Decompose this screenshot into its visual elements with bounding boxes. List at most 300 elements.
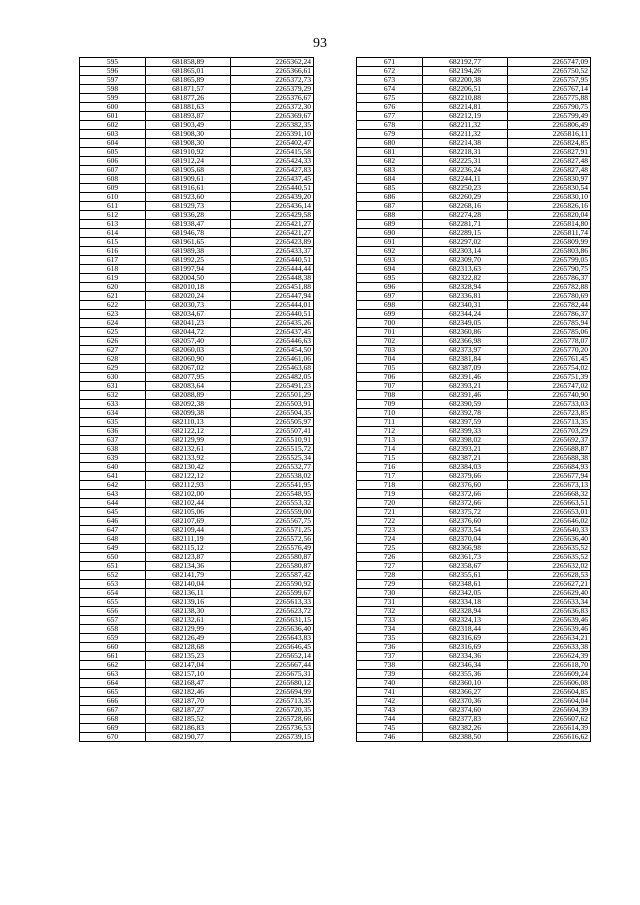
y-coordinate-cell: 2265830,10 [508,193,591,202]
y-coordinate-cell: 2265692,37 [508,436,591,445]
x-coordinate-cell: 682182,46 [146,688,231,697]
y-coordinate-cell: 2265640,33 [508,526,591,535]
table-row [80,499,314,508]
point-number-cell: 708 [357,391,423,400]
point-number-cell: 662 [80,661,146,670]
x-coordinate-cell: 682360,10 [423,679,508,688]
table-row [80,283,314,292]
y-coordinate-cell: 2265782,44 [508,301,591,310]
x-coordinate-cell: 682399,33 [423,427,508,436]
x-coordinate-cell: 682088,89 [146,391,231,400]
y-coordinate-cell: 2265688,38 [508,454,591,463]
x-coordinate-cell: 682355,61 [423,571,508,580]
y-coordinate-cell: 2265627,21 [508,580,591,589]
point-number-cell: 739 [357,670,423,679]
x-coordinate-cell: 682372,66 [423,490,508,499]
x-coordinate-cell: 682372,66 [423,499,508,508]
y-coordinate-cell: 2265811,74 [508,229,591,238]
point-number-cell: 618 [80,265,146,274]
x-coordinate-cell: 682274,28 [423,211,508,220]
x-coordinate-cell: 682316,69 [423,643,508,652]
y-coordinate-cell: 2265587,42 [231,571,314,580]
y-coordinate-cell: 2265775,88 [508,94,591,103]
table-row [80,346,314,355]
point-number-cell: 621 [80,292,146,301]
y-coordinate-cell: 2265614,39 [508,724,591,733]
point-number-cell: 622 [80,301,146,310]
point-number-cell: 602 [80,121,146,130]
x-coordinate-cell: 682111,19 [146,535,231,544]
y-coordinate-cell: 2265639,46 [508,625,591,634]
y-coordinate-cell: 2265747,09 [508,58,591,67]
table-row [357,292,591,301]
y-coordinate-cell: 2265510,91 [231,436,314,445]
y-coordinate-cell: 2265636,83 [508,607,591,616]
point-number-cell: 674 [357,85,423,94]
x-coordinate-cell: 682132,61 [146,445,231,454]
table-row [357,688,591,697]
x-coordinate-cell: 682128,68 [146,643,231,652]
x-coordinate-cell: 682374,60 [423,706,508,715]
point-number-cell: 667 [80,706,146,715]
x-coordinate-cell: 681909,61 [146,175,231,184]
table-row [357,481,591,490]
point-number-cell: 729 [357,580,423,589]
y-coordinate-cell: 2265433,37 [231,247,314,256]
x-coordinate-cell: 681912,24 [146,157,231,166]
y-coordinate-cell: 2265723,85 [508,409,591,418]
y-coordinate-cell: 2265435,26 [231,319,314,328]
y-coordinate-cell: 2265447,94 [231,292,314,301]
table-row [357,436,591,445]
point-number-cell: 615 [80,238,146,247]
x-coordinate-cell: 681936,28 [146,211,231,220]
x-coordinate-cell: 682044,72 [146,328,231,337]
y-coordinate-cell: 2265439,20 [231,193,314,202]
point-number-cell: 619 [80,274,146,283]
y-coordinate-cell: 2265424,33 [231,157,314,166]
y-coordinate-cell: 2265646,45 [231,643,314,652]
point-number-cell: 724 [357,535,423,544]
table-row [80,571,314,580]
y-coordinate-cell: 2265750,52 [508,67,591,76]
table-row [357,283,591,292]
x-coordinate-cell: 681871,57 [146,85,231,94]
table-row [80,247,314,256]
y-coordinate-cell: 2265646,02 [508,517,591,526]
x-coordinate-cell: 682214,38 [423,139,508,148]
table-row [357,166,591,175]
y-coordinate-cell: 2265604,39 [508,706,591,715]
x-coordinate-cell: 681905,68 [146,166,231,175]
x-coordinate-cell: 682250,23 [423,184,508,193]
y-coordinate-cell: 2265415,58 [231,148,314,157]
table-row [357,355,591,364]
table-row [80,103,314,112]
table-row [80,481,314,490]
y-coordinate-cell: 2265703,29 [508,427,591,436]
point-number-cell: 714 [357,445,423,454]
point-number-cell: 652 [80,571,146,580]
y-coordinate-cell: 2265814,80 [508,220,591,229]
table-row [80,733,314,742]
y-coordinate-cell: 2265567,75 [231,517,314,526]
x-coordinate-cell: 682190,77 [146,733,231,742]
y-coordinate-cell: 2265628,53 [508,571,591,580]
y-coordinate-cell: 2265525,34 [231,454,314,463]
table-row [357,76,591,85]
x-coordinate-cell: 681908,30 [146,130,231,139]
table-row [357,616,591,625]
table-row [80,472,314,481]
x-coordinate-cell: 682192,77 [423,58,508,67]
y-coordinate-cell: 2265538,02 [231,472,314,481]
x-coordinate-cell: 682387,09 [423,364,508,373]
point-number-cell: 686 [357,193,423,202]
y-coordinate-cell: 2265809,99 [508,238,591,247]
x-coordinate-cell: 682112,93 [146,481,231,490]
table-row [80,553,314,562]
point-number-cell: 656 [80,607,146,616]
x-coordinate-cell: 682316,69 [423,634,508,643]
table-row [357,229,591,238]
table-row [357,589,591,598]
y-coordinate-cell: 2265461,06 [231,355,314,364]
table-row [357,364,591,373]
y-coordinate-cell: 2265553,32 [231,499,314,508]
y-coordinate-cell: 2265440,51 [231,310,314,319]
y-coordinate-cell: 2265684,93 [508,463,591,472]
table-row [357,445,591,454]
table-row [357,580,591,589]
x-coordinate-cell: 682358,67 [423,562,508,571]
x-coordinate-cell: 682102,44 [146,499,231,508]
y-coordinate-cell: 2265667,44 [231,661,314,670]
x-coordinate-cell: 682366,98 [423,337,508,346]
y-coordinate-cell: 2265599,67 [231,589,314,598]
point-number-cell: 721 [357,508,423,517]
point-number-cell: 661 [80,652,146,661]
y-coordinate-cell: 2265694,99 [231,688,314,697]
y-coordinate-cell: 2265675,31 [231,670,314,679]
table-row [357,373,591,382]
x-coordinate-cell: 682355,36 [423,670,508,679]
y-coordinate-cell: 2265504,35 [231,409,314,418]
point-number-cell: 623 [80,310,146,319]
point-number-cell: 679 [357,130,423,139]
y-coordinate-cell: 2265728,66 [231,715,314,724]
y-coordinate-cell: 2265382,35 [231,121,314,130]
x-coordinate-cell: 682334,36 [423,652,508,661]
y-coordinate-cell: 2265501,29 [231,391,314,400]
point-number-cell: 613 [80,220,146,229]
x-coordinate-cell: 682140,04 [146,580,231,589]
y-coordinate-cell: 2265362,24 [231,58,314,67]
y-coordinate-cell: 2265761,45 [508,355,591,364]
point-number-cell: 665 [80,688,146,697]
y-coordinate-cell: 2265806,49 [508,121,591,130]
x-coordinate-cell: 682109,44 [146,526,231,535]
table-row [80,661,314,670]
point-number-cell: 737 [357,652,423,661]
table-row [357,706,591,715]
table-row [80,238,314,247]
x-coordinate-cell: 682010,18 [146,283,231,292]
point-number-cell: 677 [357,112,423,121]
y-coordinate-cell: 2265827,48 [508,166,591,175]
y-coordinate-cell: 2265786,37 [508,274,591,283]
table-row [80,184,314,193]
x-coordinate-cell: 682344,24 [423,310,508,319]
point-number-cell: 704 [357,355,423,364]
point-number-cell: 634 [80,409,146,418]
point-number-cell: 712 [357,427,423,436]
point-number-cell: 595 [80,58,146,67]
point-number-cell: 682 [357,157,423,166]
table-row [357,193,591,202]
y-coordinate-cell: 2265444,01 [231,301,314,310]
point-number-cell: 644 [80,499,146,508]
table-row [357,319,591,328]
x-coordinate-cell: 682384,03 [423,463,508,472]
x-coordinate-cell: 682346,34 [423,661,508,670]
table-row [80,724,314,733]
table-row [357,427,591,436]
y-coordinate-cell: 2265636,40 [508,535,591,544]
table-row [80,634,314,643]
table-row [357,94,591,103]
y-coordinate-cell: 2265720,35 [231,706,314,715]
y-coordinate-cell: 2265505,97 [231,418,314,427]
table-row [80,436,314,445]
x-coordinate-cell: 682281,71 [423,220,508,229]
point-number-cell: 597 [80,76,146,85]
y-coordinate-cell: 2265613,33 [231,598,314,607]
x-coordinate-cell: 682077,95 [146,373,231,382]
table-row [357,652,591,661]
table-row [357,715,591,724]
point-number-cell: 663 [80,670,146,679]
y-coordinate-cell: 2265482,05 [231,373,314,382]
y-coordinate-cell: 2265436,14 [231,202,314,211]
table-row [80,229,314,238]
point-number-cell: 710 [357,409,423,418]
point-number-cell: 642 [80,481,146,490]
table-row [357,256,591,265]
x-coordinate-cell: 682200,38 [423,76,508,85]
y-coordinate-cell: 2265444,44 [231,265,314,274]
y-coordinate-cell: 2265677,94 [508,472,591,481]
point-number-cell: 653 [80,580,146,589]
y-coordinate-cell: 2265635,52 [508,544,591,553]
point-number-cell: 711 [357,418,423,427]
x-coordinate-cell: 682129,99 [146,625,231,634]
table-row [80,274,314,283]
table-row [80,157,314,166]
table-row [80,598,314,607]
y-coordinate-cell: 2265440,51 [231,184,314,193]
table-row [80,310,314,319]
table-row [80,112,314,121]
x-coordinate-cell: 682135,23 [146,652,231,661]
x-coordinate-cell: 682388,50 [423,733,508,742]
point-number-cell: 643 [80,490,146,499]
table-row [80,220,314,229]
x-coordinate-cell: 682349,05 [423,319,508,328]
y-coordinate-cell: 2265423,89 [231,238,314,247]
x-coordinate-cell: 681903,49 [146,121,231,130]
point-number-cell: 672 [357,67,423,76]
point-number-cell: 600 [80,103,146,112]
x-coordinate-cell: 682375,72 [423,508,508,517]
point-number-cell: 637 [80,436,146,445]
x-coordinate-cell: 681961,65 [146,238,231,247]
y-coordinate-cell: 2265446,63 [231,337,314,346]
x-coordinate-cell: 681992,25 [146,256,231,265]
x-coordinate-cell: 682370,36 [423,697,508,706]
x-coordinate-cell: 682211,32 [423,121,508,130]
table-row [357,310,591,319]
table-row [80,544,314,553]
table-row [80,715,314,724]
coordinates-table-left [79,57,314,742]
x-coordinate-cell: 682092,38 [146,400,231,409]
point-number-cell: 707 [357,382,423,391]
x-coordinate-cell: 682129,99 [146,436,231,445]
table-row [80,445,314,454]
x-coordinate-cell: 682060,03 [146,346,231,355]
point-number-cell: 703 [357,346,423,355]
x-coordinate-cell: 681865,01 [146,67,231,76]
table-row [80,697,314,706]
x-coordinate-cell: 682379,66 [423,472,508,481]
x-coordinate-cell: 682041,23 [146,319,231,328]
y-coordinate-cell: 2265830,54 [508,184,591,193]
x-coordinate-cell: 682083,64 [146,382,231,391]
point-number-cell: 673 [357,76,423,85]
x-coordinate-cell: 682268,16 [423,202,508,211]
y-coordinate-cell: 2265816,11 [508,130,591,139]
table-row [80,355,314,364]
table-row [357,607,591,616]
table-row [80,76,314,85]
point-number-cell: 694 [357,265,423,274]
point-number-cell: 701 [357,328,423,337]
table-row [357,328,591,337]
y-coordinate-cell: 2265790,75 [508,103,591,112]
x-coordinate-cell: 682133,92 [146,454,231,463]
x-coordinate-cell: 682366,27 [423,688,508,697]
point-number-cell: 733 [357,616,423,625]
y-coordinate-cell: 2265580,87 [231,562,314,571]
point-number-cell: 641 [80,472,146,481]
point-number-cell: 624 [80,319,146,328]
point-number-cell: 596 [80,67,146,76]
x-coordinate-cell: 682309,70 [423,256,508,265]
table-row [80,202,314,211]
point-number-cell: 611 [80,202,146,211]
x-coordinate-cell: 682361,73 [423,553,508,562]
point-number-cell: 693 [357,256,423,265]
x-coordinate-cell: 682366,98 [423,544,508,553]
x-coordinate-cell: 682126,49 [146,634,231,643]
table-row [80,328,314,337]
x-coordinate-cell: 682391,46 [423,391,508,400]
y-coordinate-cell: 2265548,95 [231,490,314,499]
table-row [357,220,591,229]
x-coordinate-cell: 682391,46 [423,373,508,382]
x-coordinate-cell: 681908,30 [146,139,231,148]
point-number-cell: 632 [80,391,146,400]
point-number-cell: 620 [80,283,146,292]
table-row [357,598,591,607]
y-coordinate-cell: 2265369,67 [231,112,314,121]
point-number-cell: 740 [357,679,423,688]
x-coordinate-cell: 682211,32 [423,130,508,139]
y-coordinate-cell: 2265653,01 [508,508,591,517]
y-coordinate-cell: 2265663,51 [508,499,591,508]
table-row [357,697,591,706]
point-number-cell: 690 [357,229,423,238]
point-number-cell: 603 [80,130,146,139]
x-coordinate-cell: 682099,38 [146,409,231,418]
table-row [357,391,591,400]
table-row [357,634,591,643]
x-coordinate-cell: 682130,42 [146,463,231,472]
y-coordinate-cell: 2265634,21 [508,634,591,643]
table-row [357,418,591,427]
x-coordinate-cell: 682157,10 [146,670,231,679]
y-coordinate-cell: 2265580,87 [231,553,314,562]
y-coordinate-cell: 2265623,72 [231,607,314,616]
table-row [80,67,314,76]
x-coordinate-cell: 682381,84 [423,355,508,364]
point-number-cell: 685 [357,184,423,193]
table-row [80,139,314,148]
x-coordinate-cell: 681893,87 [146,112,231,121]
point-number-cell: 725 [357,544,423,553]
y-coordinate-cell: 2265751,39 [508,373,591,382]
x-coordinate-cell: 682322,82 [423,274,508,283]
point-number-cell: 616 [80,247,146,256]
table-row [80,508,314,517]
point-number-cell: 631 [80,382,146,391]
y-coordinate-cell: 2265507,41 [231,427,314,436]
point-number-cell: 699 [357,310,423,319]
point-number-cell: 629 [80,364,146,373]
x-coordinate-cell: 682376,60 [423,517,508,526]
table-row [80,625,314,634]
point-number-cell: 689 [357,220,423,229]
point-number-cell: 700 [357,319,423,328]
y-coordinate-cell: 2265379,29 [231,85,314,94]
y-coordinate-cell: 2265673,13 [508,481,591,490]
table-row [357,454,591,463]
point-number-cell: 626 [80,337,146,346]
point-number-cell: 664 [80,679,146,688]
x-coordinate-cell: 682186,83 [146,724,231,733]
table-row [357,724,591,733]
y-coordinate-cell: 2265616,62 [508,733,591,742]
table-row [357,139,591,148]
table-row [80,391,314,400]
y-coordinate-cell: 2265454,50 [231,346,314,355]
point-number-cell: 638 [80,445,146,454]
x-coordinate-cell: 682393,21 [423,445,508,454]
x-coordinate-cell: 681916,61 [146,184,231,193]
point-number-cell: 647 [80,526,146,535]
x-coordinate-cell: 682376,60 [423,481,508,490]
